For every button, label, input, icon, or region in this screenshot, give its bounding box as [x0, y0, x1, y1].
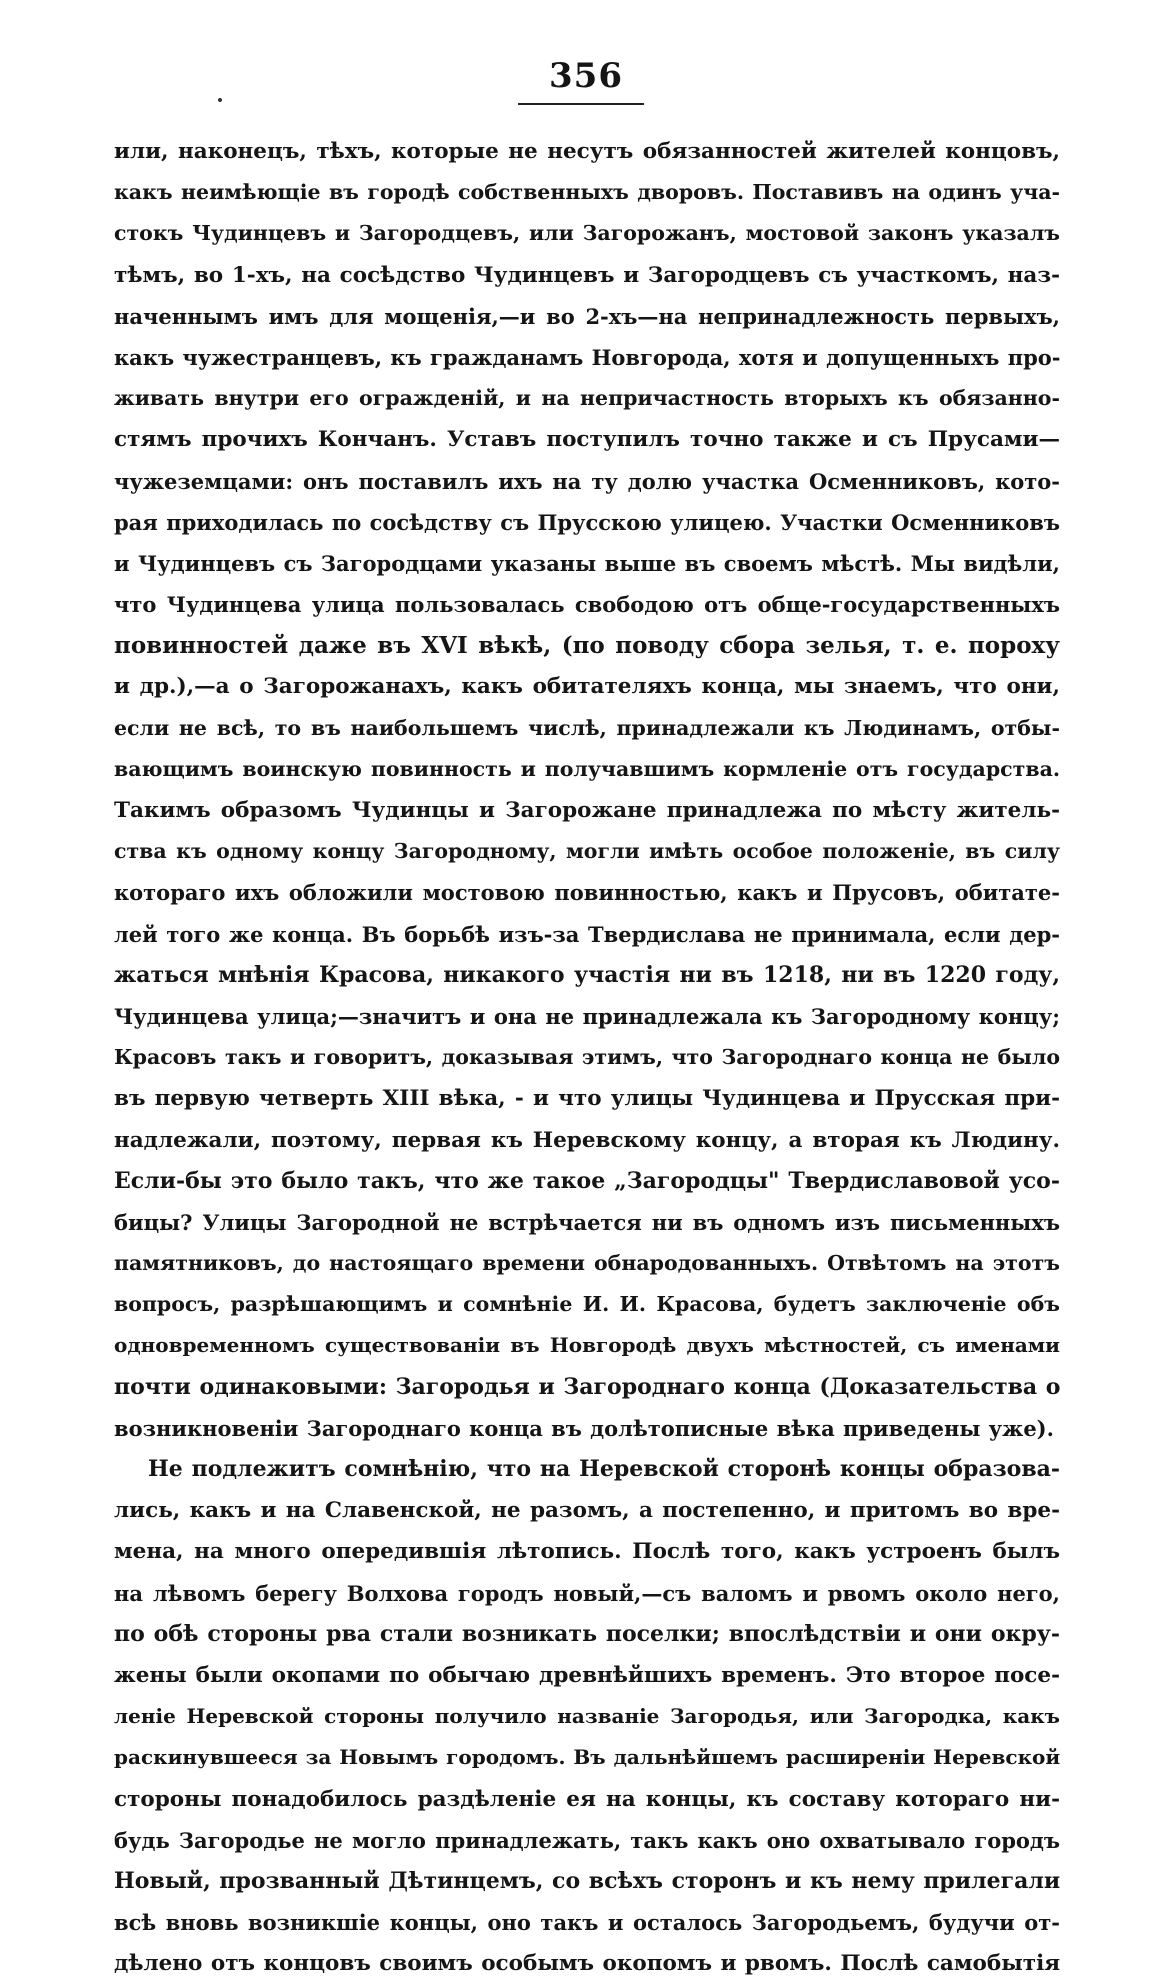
- text-line: одновременномъ существованіи въ Новгородѣ двухъ мѣстностей, съ именами: [114, 1333, 1060, 1358]
- text-line: что Чудинцева улица пользовалась свободою отъ обще-государственныхъ: [114, 592, 1060, 618]
- text-line: и др.),—а о Загорожанахъ, какъ обитателяхъ конца, мы знаемъ, что они,: [114, 674, 1060, 700]
- text-line: какъ неимѣющіе въ городѣ собственныхъ дворовъ. Поставивъ на одинъ уча-: [114, 180, 1060, 205]
- text-line: возникновеніи Загороднаго конца въ долѣтописные вѣка приведены уже).: [114, 1415, 1054, 1441]
- text-line: Если-бы это было такъ, что же такое „Загородцы" Твердиславовой усо-: [114, 1167, 1060, 1194]
- text-line: Не подлежитъ сомнѣнію, что на Неревской сторонѣ концы образова-: [148, 1456, 1060, 1482]
- text-line: если не всѣ, то въ наибольшемъ числѣ, принадлежали къ Людинамъ, отбы-: [114, 715, 1060, 740]
- text-line: котораго ихъ обложили мостовою повинностью, какъ и Прусовъ, обитате-: [114, 880, 1060, 906]
- text-line: леніе Неревской стороны получило названіе Загородья, или Загородка, какъ: [114, 1704, 1060, 1729]
- text-line: какъ чужестранцевъ, къ гражданамъ Новгорода, хотя и допущенныхъ про-: [114, 344, 1061, 370]
- text-line: почти одинаковыми: Загородья и Загороднаго конца (Доказательства о: [114, 1373, 1061, 1400]
- text-line: раскинувшееся за Новымъ городомъ. Въ дальнѣйшемъ расширеніи Неревской: [114, 1745, 1061, 1770]
- page-number: 356: [549, 56, 623, 96]
- text-line: на лѣвомъ берегу Волхова городъ новый,—съ валомъ и рвомъ около него,: [114, 1580, 1060, 1606]
- text-line: Такимъ образомъ Чудинцы и Загорожане принадлежа по мѣсту житель-: [114, 798, 1060, 823]
- text-line: бицы? Улицы Загородной не встрѣчается ни въ одномъ изъ письменныхъ: [114, 1209, 1060, 1235]
- header-rule: [518, 103, 644, 105]
- text-line: или, наконецъ, тѣхъ, которые не несутъ обязанностей жителей концовъ,: [114, 139, 1060, 164]
- text-line: тѣмъ, во 1-хъ, на сосѣдство Чудинцевъ и Загородцевъ съ участкомъ, наз-: [114, 262, 1060, 288]
- ink-speck: [217, 97, 222, 102]
- text-line: Чудинцева улица;—значитъ и она не принадлежала къ Загородному концу;: [114, 1003, 1060, 1029]
- text-line: всѣ вновь возникшіе концы, оно такъ и осталось Загородьемъ, будучи от-: [114, 1910, 1060, 1936]
- text-line: Новый, прозванный Дѣтинцемъ, со всѣхъ сторонъ и къ нему прилегали: [114, 1867, 1061, 1894]
- text-line: дѣлено отъ концовъ своимъ особымъ окопомъ и рвомъ. Послѣ самобытія: [114, 1951, 1061, 1977]
- text-line: повинностей даже въ XVI вѣкѣ, (по поводу сбора зелья, т. е. пороху: [114, 632, 1060, 660]
- text-line: стороны понадобилось раздѣленіе ея на концы, къ составу котораго ни-: [114, 1786, 1060, 1812]
- text-line: по обѣ стороны рва стали возникать поселки; впослѣдствіи и они окру-: [114, 1620, 1060, 1647]
- text-line: живать внутри его огражденій, и на непричастность вторыхъ къ обязанно-: [114, 386, 1060, 411]
- text-line: рая приходилась по сосѣдству съ Прусскою улицею. Участки Осменниковъ: [114, 509, 1060, 535]
- text-line: наченнымъ имъ для мощенія,—и во 2-хъ—на непринадлежность первыхъ,: [114, 303, 1060, 329]
- text-line: Красовъ такъ и говоритъ, доказывая этимъ, что Загороднаго конца не было: [114, 1045, 1060, 1070]
- text-line: памятниковъ, до настоящаго времени обнародованныхъ. Отвѣтомъ на этотъ: [114, 1251, 1060, 1276]
- text-line: ства къ одному концу Загородному, могли имѣть особое положеніе, въ силу: [114, 839, 1060, 864]
- text-line: лись, какъ и на Славенской, не разомъ, а постепенно, и притомъ во вре-: [114, 1498, 1060, 1524]
- body-text: [114, 131, 1060, 1984]
- text-line: жаться мнѣнія Красова, никакого участія ни въ 1218, ни въ 1220 году,: [114, 961, 1060, 988]
- text-line: и Чудинцевъ съ Загородцами указаны выше въ своемъ мѣстѣ. Мы видѣли,: [114, 550, 1060, 576]
- text-line: надлежали, поэтому, первая къ Неревскому концу, а вторая къ Людину.: [114, 1127, 1060, 1153]
- text-line: мена, на много опередившія лѣтопись. Послѣ того, какъ устроенъ былъ: [114, 1539, 1060, 1565]
- text-line: стямъ прочихъ Кончанъ. Уставъ поступилъ точно также и съ Прусами—: [114, 427, 1060, 453]
- text-line: вопросъ, разрѣшающимъ и сомнѣніе И. И. Красова, будетъ заключеніе объ: [114, 1292, 1060, 1317]
- text-line: будь Загородье не могло принадлежать, такъ какъ оно охватывало городъ: [114, 1827, 1060, 1853]
- text-line: стокъ Чудинцевъ и Загородцевъ, или Загорожанъ, мостовой законъ указалъ: [114, 221, 1060, 246]
- text-line: чужеземцами: онъ поставилъ ихъ на ту долю участка Осменниковъ, кото-: [114, 468, 1060, 494]
- text-line: въ первую четверть XIII вѣка, - и что улицы Чудинцева и Прусская при-: [114, 1086, 1060, 1112]
- text-line: жены были окопами по обычаю древнѣйшихъ временъ. Это второе посе-: [114, 1662, 1060, 1688]
- text-line: вающимъ воинскую повинность и получавшимъ кормленіе отъ государства.: [114, 756, 1060, 781]
- text-line: лей того же конца. Въ борьбѣ изъ-за Твердислава не принимала, если дер-: [114, 921, 1060, 947]
